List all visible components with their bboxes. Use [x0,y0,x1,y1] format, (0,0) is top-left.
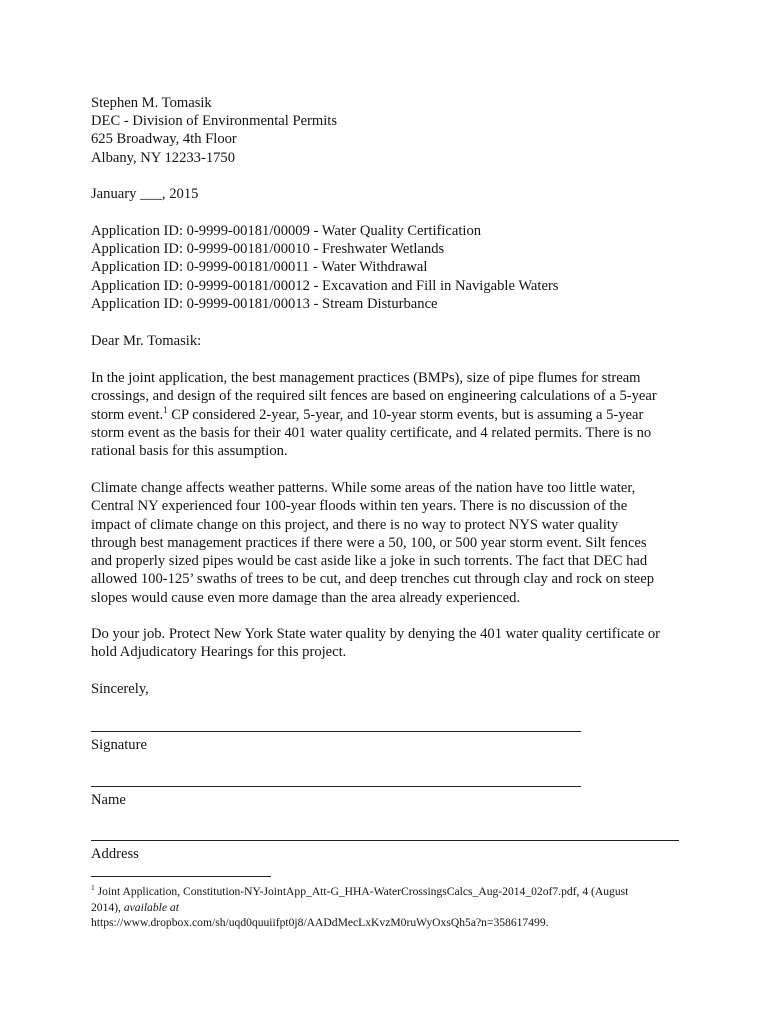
paragraph-line: slopes would cause even more damage than the area already experienced. [91,589,521,606]
closing-text: Sincerely, [91,681,149,697]
date-text: January ___, 2015 [91,186,199,202]
footnote-reference: 1 [163,404,168,415]
footnote-line [91,900,628,916]
paragraph-line: rational basis for this assumption. [91,443,288,460]
paragraph-line-start: storm event. [91,406,164,423]
address-line[interactable] [91,840,679,841]
application-item: Application ID: 0-9999-00181/00011 - Water Withdrawal [91,259,428,276]
application-item: Application ID: 0-9999-00181/00012 - Excavation and Fill in Navigable Waters [91,277,559,294]
footnote-separator [91,876,271,877]
paragraph-bmp [91,369,657,460]
paragraph-line: Climate change affects weather patterns. While some areas of the nation have too little water, [91,480,636,496]
paragraph-line: allowed 100-125’ swaths of trees to be cut, and deep trenches cut through clay and rock on steep [91,571,655,588]
application-item: Application ID: 0-9999-00181/00010 - Freshwater Wetlands [91,241,445,258]
paragraph-line-end: CP considered 2-year, 5-year, and 10-year storm events, but is assuming a 5-year [167,406,644,423]
letter-date [91,185,198,203]
application-list [91,222,558,313]
footnote-line [91,884,628,900]
recipient-division: DEC - Division of Environmental Permits [91,113,338,130]
salutation [91,332,201,350]
paragraph-request [91,625,660,662]
paragraph-line: storm event as the basis for their 401 water quality certificate, and 4 related permits. There is no [91,424,652,441]
signature-label: Signature [91,737,147,753]
paragraph-line [91,406,657,424]
footnote [91,884,628,931]
paragraph-line: Central NY experienced four 100-year floods within ten years. There is no discussion of the [91,498,628,515]
closing [91,680,149,698]
paragraph-line: through best management practices if there were a 50, 100, or 500 year storm event. Silt fences [91,534,647,551]
paragraph-line: In the joint application, the best management practices (BMPs), size of pipe flumes for stream [91,370,641,386]
paragraph-climate [91,479,654,607]
salutation-text: Dear Mr. Tomasik: [91,333,202,349]
name-label: Name [91,792,126,808]
recipient-city: Albany, NY 12233-1750 [91,149,236,166]
application-item: Application ID: 0-9999-00181/00013 - Stream Disturbance [91,295,438,312]
application-item: Application ID: 0-9999-00181/00009 - Water Quality Certification [91,223,482,239]
paragraph-line: crossings, and design of the required silt fences are based on engineering calculations of a 5-year [91,388,657,405]
signature-line[interactable] [91,731,581,732]
footnote-date: 2014), [91,900,124,914]
footnote-available-at: available at [123,900,179,914]
footnote-citation: Joint Application, Constitution-NY-JointApp_Att-G_HHA-WaterCrossingsCalcs_Aug-2014_02of7.pdf, 4 (August [94,885,629,898]
name-line[interactable] [91,786,581,787]
paragraph-line: impact of climate change on this project, and there is no way to protect NYS water quality [91,516,619,533]
recipient-address-block [91,94,337,167]
recipient-name: Stephen M. Tomasik [91,95,212,111]
address-label: Address [91,846,139,862]
footnote-url[interactable]: https://www.dropbox.com/sh/uqd0quuiifpt0j8/AADdMecLxKvzM0ruWyOxsQh5a?n=358617499. [91,916,549,930]
paragraph-line: and properly sized pipes would be cast aside like a joke in such torrents. The fact that DEC had [91,553,648,570]
paragraph-line: hold Adjudicatory Hearings for this project. [91,644,347,661]
paragraph-line: Do your job. Protect New York State water quality by denying the 401 water quality certificate or [91,626,661,642]
footnote-marker: 1 [91,883,95,893]
recipient-street: 625 Broadway, 4th Floor [91,131,237,148]
